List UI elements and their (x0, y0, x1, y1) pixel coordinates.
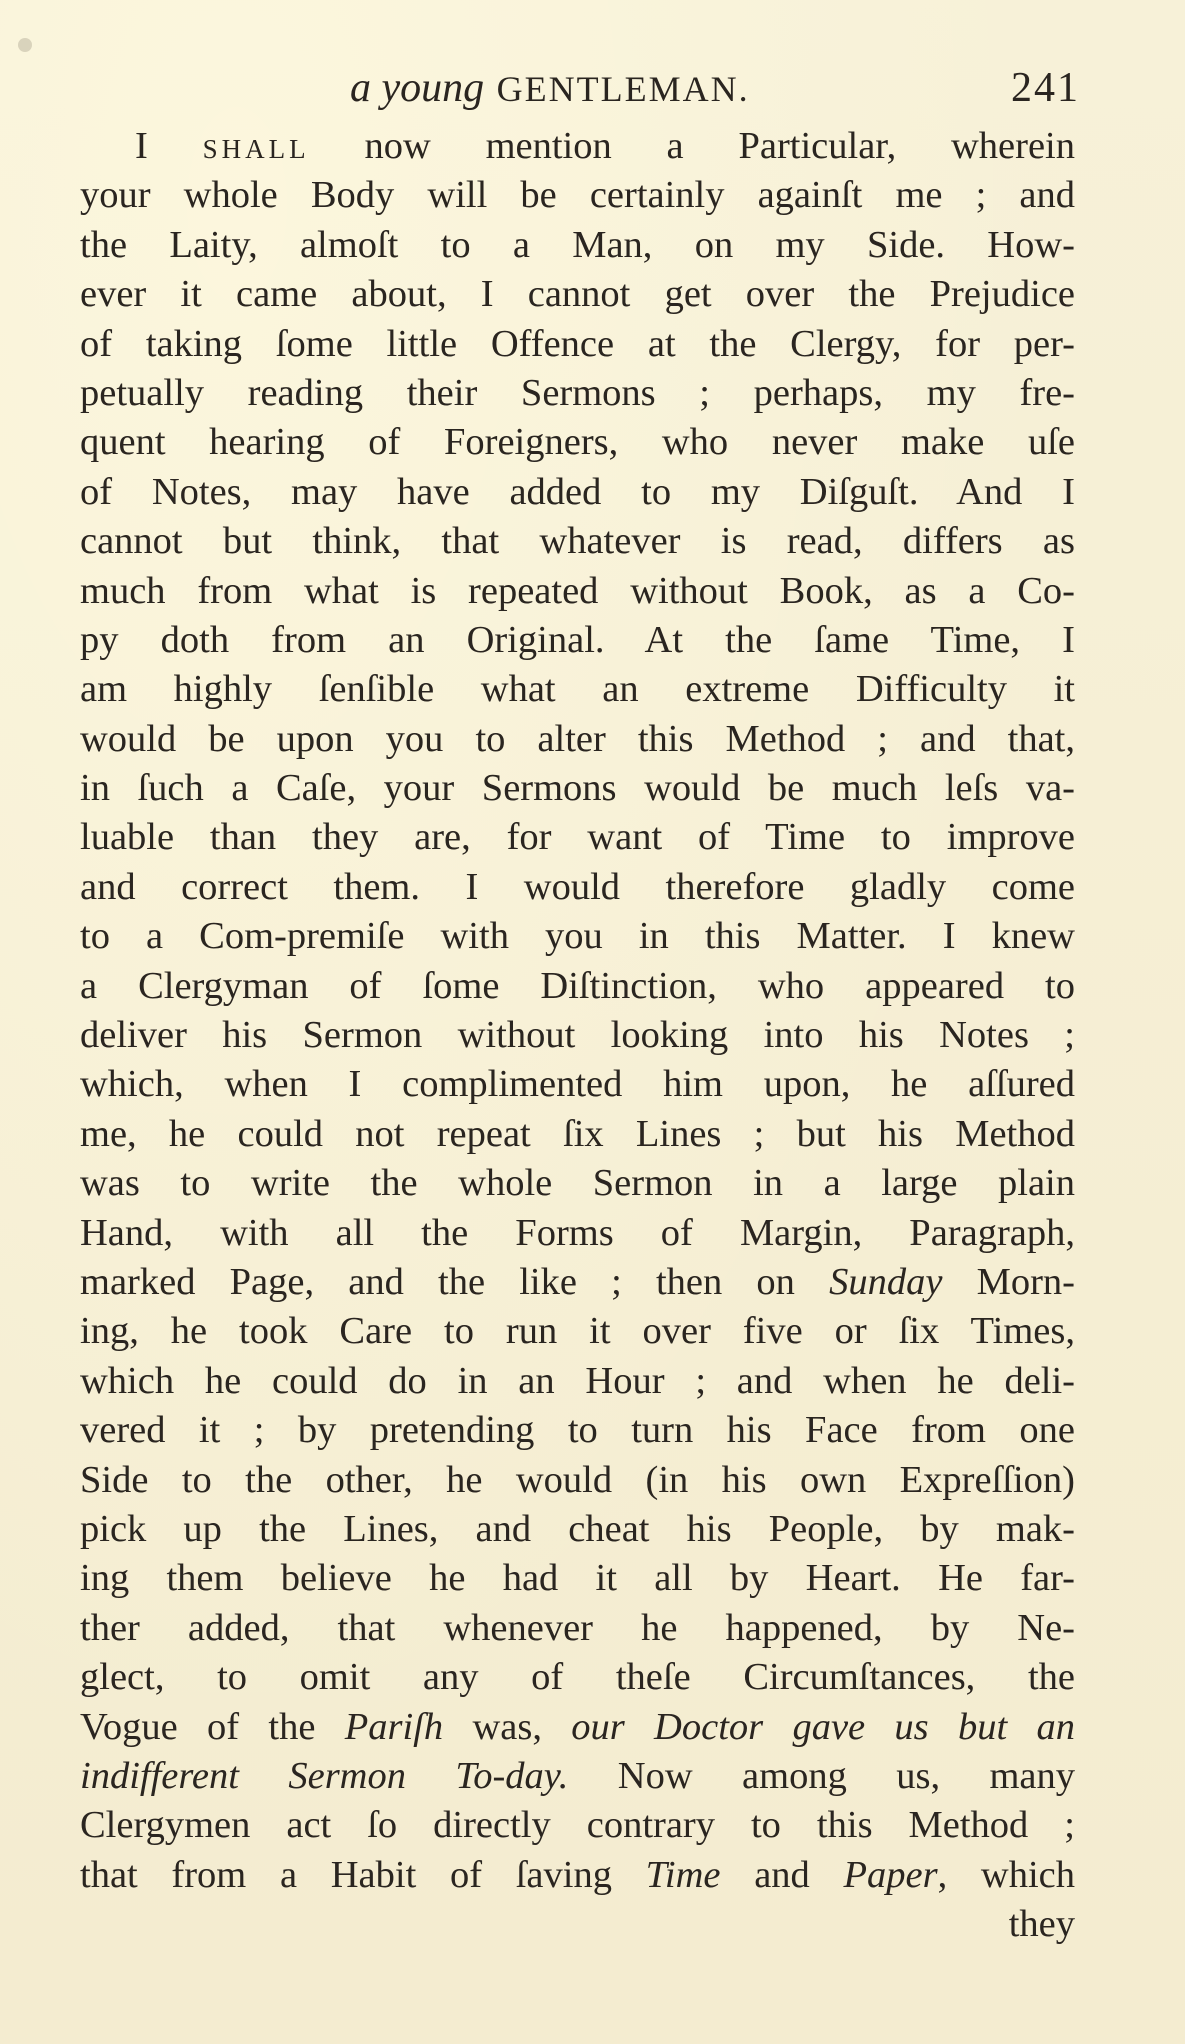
text-line: was to write the whole Sermon in a large plain (80, 1162, 1075, 1205)
body-text (80, 122, 1075, 1949)
running-header (80, 58, 1080, 118)
text-line: Vogue of the Pariſh was, our Doctor gave us but an (80, 1705, 1075, 1748)
text-line: which, when I complimented him upon, he aſſured (80, 1063, 1075, 1106)
text-line: to a Com-premiſe with you in this Matter. I knew (80, 915, 1075, 958)
text-line: would be upon you to alter this Method ; and that, (80, 717, 1075, 760)
italic-quote: our Doctor gave us but an (571, 1705, 1075, 1748)
text-line: ing them believe he had it all by Heart. He far- (80, 1557, 1075, 1600)
running-title-italic: a young (350, 65, 485, 111)
italic-word: Paper (843, 1853, 938, 1896)
text-line: marked Page, and the like ; then on Sunday Morn- (80, 1260, 1075, 1303)
text-line: quent hearing of Foreigners, who never make uſe (80, 421, 1075, 464)
page-number: 241 (1011, 65, 1080, 111)
text-line: ever it came about, I cannot get over the Prejudice (80, 273, 1075, 316)
text-line: the Laity, almoſt to a Man, on my Side. How- (80, 223, 1075, 266)
text-line: am highly ſenſible what an extreme Difficulty it (80, 668, 1075, 711)
text-line: I SHALL now mention a Particular, wherein (135, 125, 1075, 167)
text-line: deliver his Sermon without looking into his Notes ; (80, 1014, 1075, 1057)
text-line: indifferent Sermon To-day. Now among us, many (80, 1754, 1075, 1797)
running-title (350, 58, 750, 119)
text-line: ing, he took Care to run it over five or ſix Times, (80, 1310, 1075, 1353)
text-line: vered it ; by pretending to turn his Face from one (80, 1409, 1075, 1452)
opening-word: I (135, 125, 203, 167)
small-caps-word: SHALL (202, 134, 310, 164)
text-line: Hand, with all the Forms of Margin, Paragraph, (80, 1211, 1075, 1254)
text-line: py doth from an Original. At the ſame Time, I (80, 618, 1075, 661)
running-title-caps: GENTLEMAN. (496, 69, 750, 109)
catchword: they (1008, 1903, 1075, 1946)
text-line: luable than they are, for want of Time to improve (80, 816, 1075, 859)
italic-quote: indifferent Sermon To-day. (80, 1754, 569, 1797)
italic-word: Sunday (829, 1260, 943, 1303)
text-line: a Clergyman of ſome Diſtinction, who appeared to (80, 964, 1075, 1007)
text-line: ther added, that whenever he happened, by Ne- (80, 1606, 1075, 1649)
text-line: petually reading their Sermons ; perhaps, my fre- (80, 371, 1075, 414)
italic-word: Time (645, 1853, 721, 1896)
text-line: that from a Habit of ſaving Time and Paper, which (80, 1853, 1075, 1896)
text-line: of Notes, may have added to my Diſguſt. And I (80, 470, 1075, 513)
text-line: much from what is repeated without Book, as a Co- (80, 569, 1075, 612)
text-line: Side to the other, he would (in his own Expreſſion) (80, 1458, 1075, 1501)
text-line: in ſuch a Caſe, your Sermons would be much leſs va- (80, 767, 1075, 810)
text-line: glect, to omit any of theſe Circumſtances, the (80, 1656, 1075, 1699)
text-line: cannot but think, that whatever is read, differs as (80, 520, 1075, 563)
text-line: of taking ſome little Offence at the Clergy, for per- (80, 322, 1075, 365)
text-line: and correct them. I would therefore gladly come (80, 865, 1075, 908)
italic-word: Pariſh (344, 1705, 444, 1748)
page-smudge-mark (18, 38, 32, 52)
text-line: pick up the Lines, and cheat his People, by mak- (80, 1507, 1075, 1550)
text-line: your whole Body will be certainly againſt me ; and (80, 174, 1075, 217)
text-line: me, he could not repeat ſix Lines ; but his Method (80, 1112, 1075, 1155)
text-line: which he could do in an Hour ; and when he deli- (80, 1359, 1075, 1402)
text-line: Clergymen act ſo directly contrary to this Method ; (80, 1804, 1075, 1847)
